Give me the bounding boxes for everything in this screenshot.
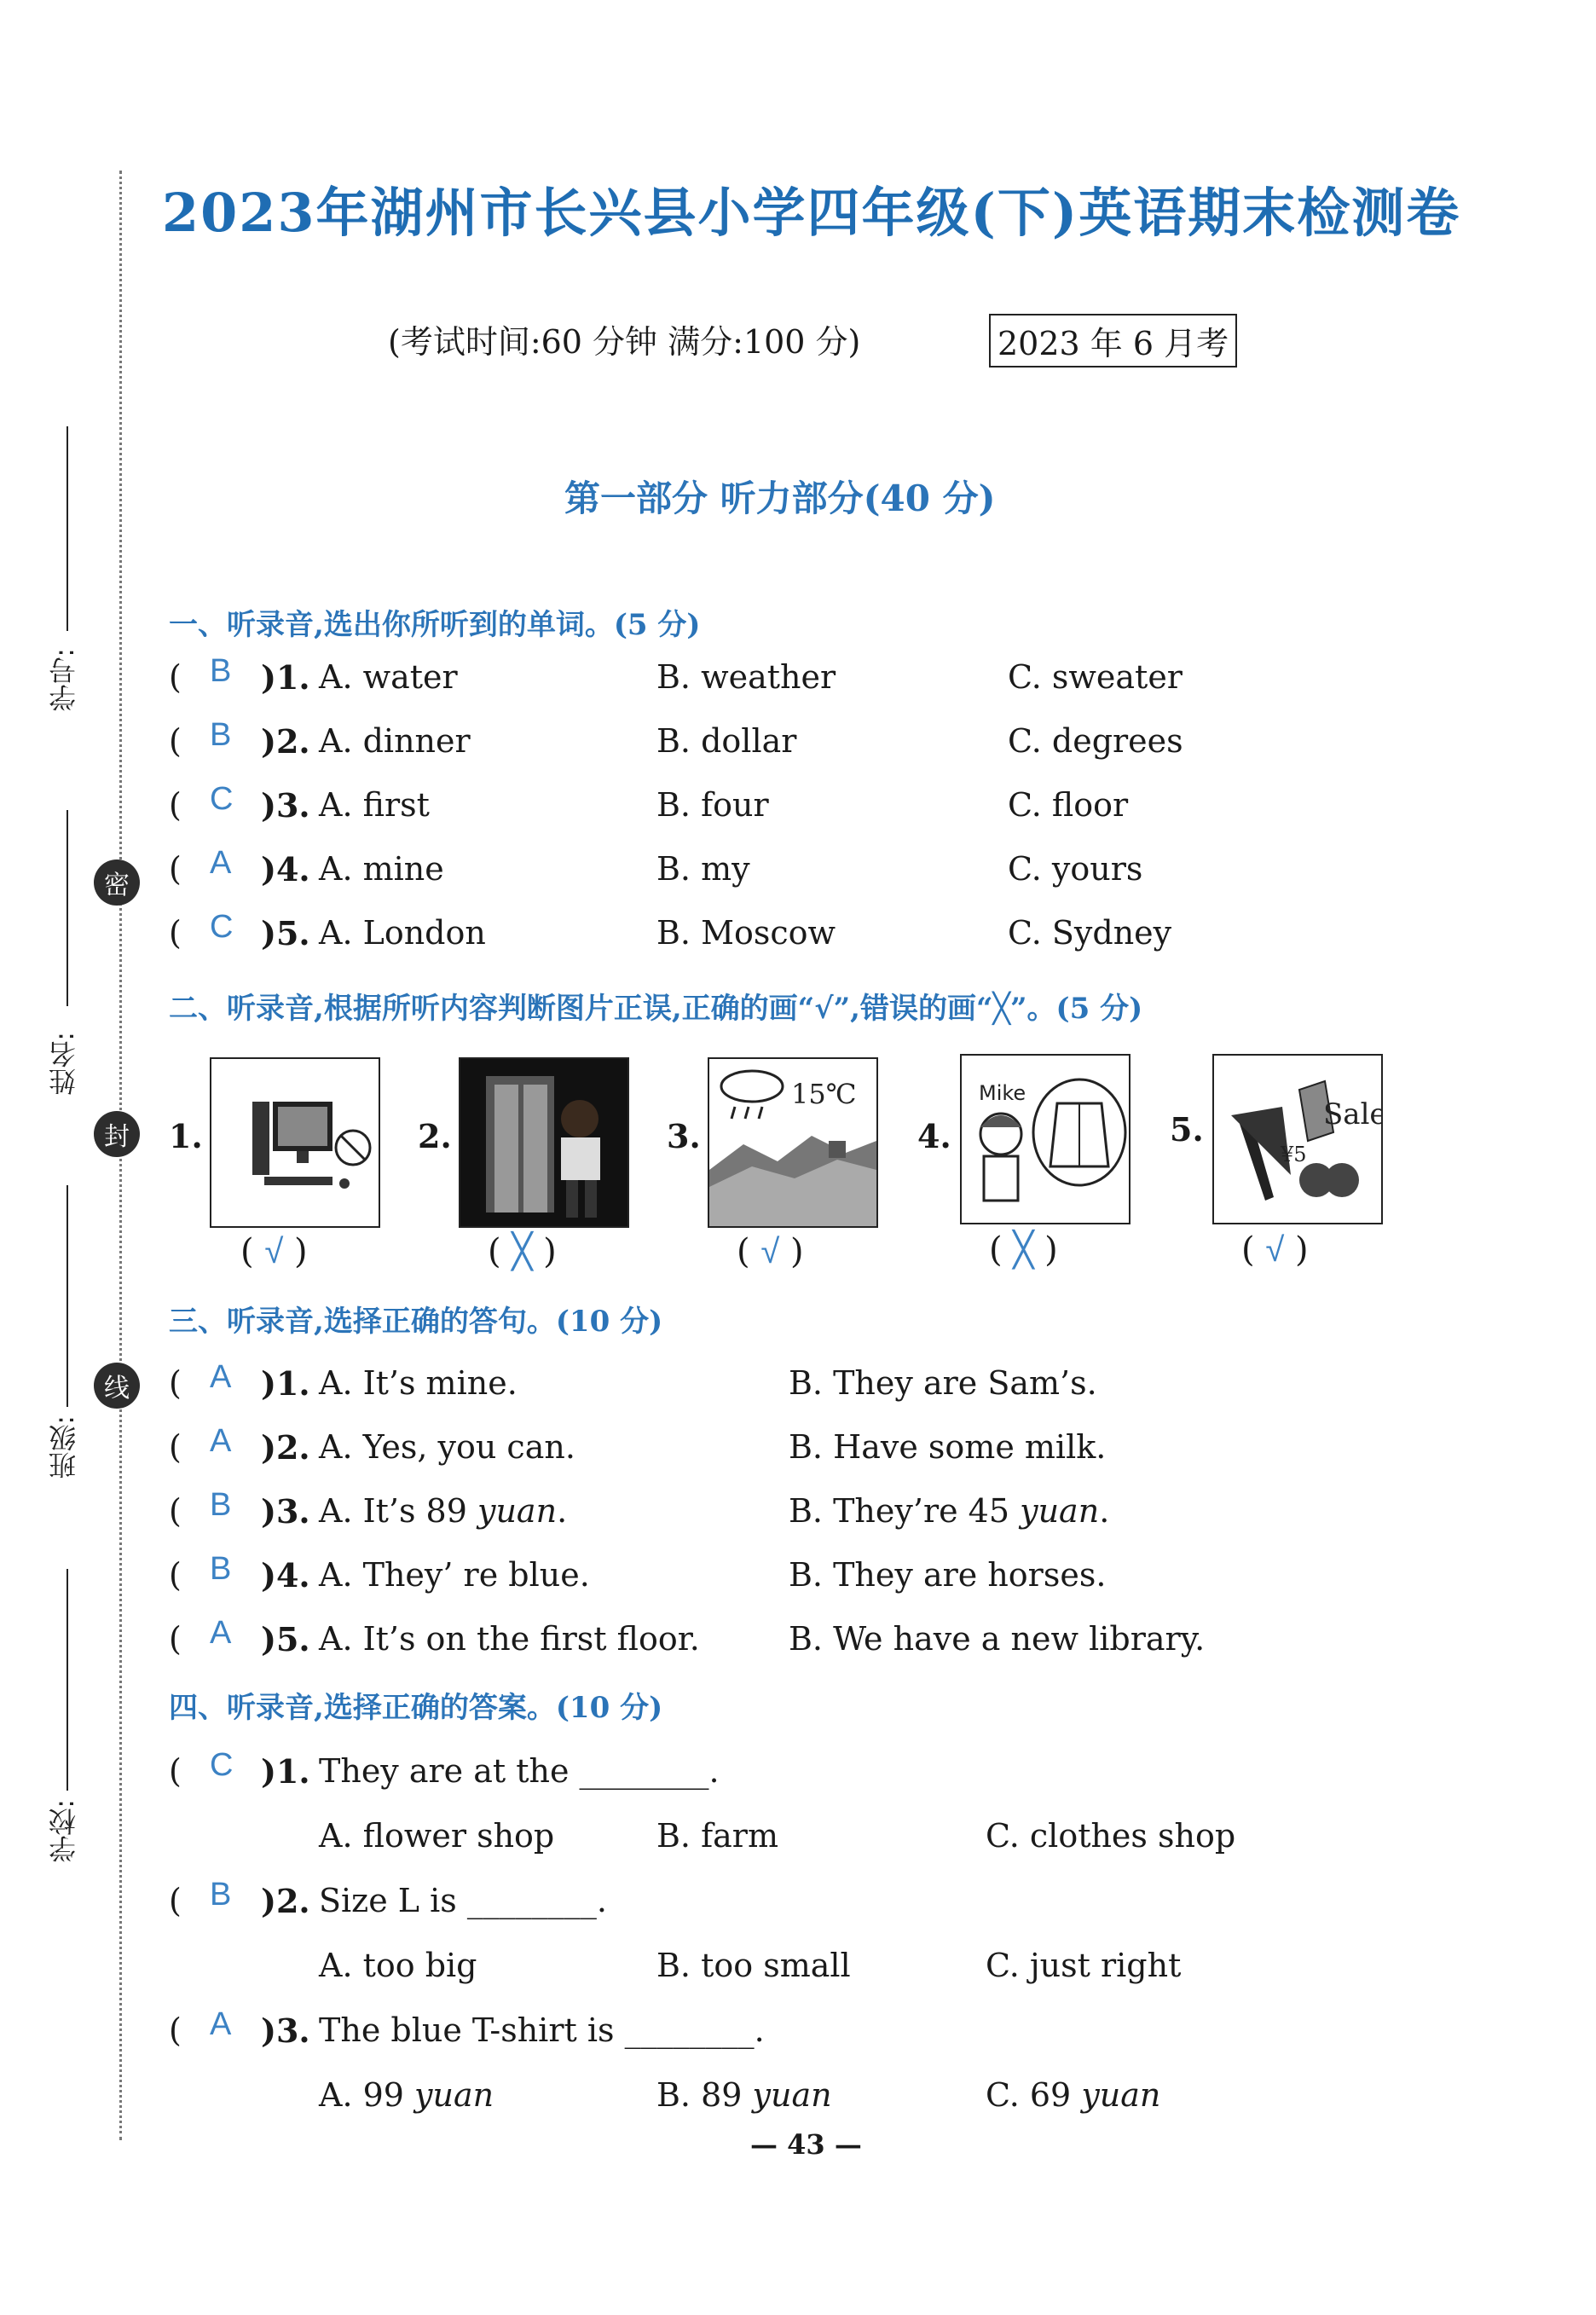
- seal-mi: 密: [94, 859, 140, 906]
- option-b: B. weather: [656, 658, 836, 696]
- option-a: A. first: [319, 786, 430, 824]
- mike-shirt-icon: [962, 1056, 1129, 1223]
- option-b: B. dollar: [656, 722, 797, 760]
- paren-open: (: [169, 1620, 182, 1658]
- option-a-end: .: [557, 1492, 568, 1530]
- paren-open: (: [169, 1556, 182, 1594]
- picture-1: [210, 1057, 380, 1228]
- computer-icon: [211, 1059, 379, 1226]
- option-c-text: C. just right: [986, 1947, 1182, 1984]
- rain-great-wall-icon: [709, 1059, 876, 1226]
- paren-open: (: [169, 914, 182, 952]
- student-id-line: [66, 426, 68, 631]
- answer-letter: A: [210, 845, 232, 881]
- pic-answer-4: ( ╳ ): [989, 1230, 1058, 1270]
- question-number: )5.: [261, 1620, 310, 1658]
- option-c: [986, 1947, 1181, 1984]
- option-a-text: A. too big: [319, 1947, 477, 1984]
- pic-number-2: 2.: [418, 1117, 452, 1155]
- question-number: )1.: [261, 1752, 310, 1791]
- section-4-heading: 四、听录音,选择正确的答案。(10 分): [169, 1691, 663, 1725]
- option-b: B. four: [656, 786, 769, 824]
- answer-letter: B: [210, 1877, 232, 1913]
- answer-letter: A: [210, 1423, 232, 1459]
- answer-letter: B: [210, 653, 232, 689]
- paren-open: (: [169, 1882, 182, 1919]
- pic-number-5: 5.: [1170, 1110, 1204, 1149]
- option-a: A. London: [319, 914, 486, 952]
- mike-label: Mike: [979, 1081, 1026, 1105]
- paren-open: (: [169, 850, 182, 888]
- price-label: ¥5: [1281, 1143, 1307, 1166]
- paren-open: (: [169, 658, 182, 696]
- option-b-unit: yuan: [752, 2076, 832, 2114]
- answer-letter: B: [210, 1487, 232, 1523]
- paren-open: (: [169, 722, 182, 760]
- option-a: [319, 1947, 477, 1984]
- section-3-heading: 三、听录音,选择正确的答句。(10 分): [169, 1305, 663, 1339]
- option-b: [656, 1817, 778, 1855]
- option-b: [656, 1947, 851, 1984]
- option-c: C. yours: [1008, 850, 1143, 888]
- question-text: They are at the ________.: [319, 1752, 720, 1790]
- option-a: A. dinner: [319, 722, 471, 760]
- question-number: )3.: [261, 1492, 310, 1531]
- option-a-unit: yuan: [477, 1492, 558, 1530]
- option-b-text: B. Have some milk.: [789, 1428, 1107, 1466]
- question-number: )3.: [261, 2011, 310, 2050]
- option-a: A. mine: [319, 850, 444, 888]
- pic-answer-2-mark: ╳: [512, 1233, 533, 1270]
- option-a: [319, 1620, 700, 1658]
- answer-letter: B: [210, 717, 232, 753]
- question-number: )4.: [261, 850, 310, 888]
- option-b-text: B. We have a new library.: [789, 1620, 1206, 1658]
- option-b: [789, 1556, 1106, 1594]
- student-id-label: 学号:: [48, 648, 80, 712]
- option-c: C. degrees: [1008, 722, 1183, 760]
- option-a-text: A. flower shop: [319, 1817, 555, 1855]
- school-line: [66, 1569, 68, 1791]
- option-a: [319, 1428, 575, 1466]
- paren-open: (: [169, 1428, 182, 1466]
- picture-4: [960, 1054, 1130, 1224]
- class-line: [66, 1185, 68, 1407]
- option-b-text: B. They are Sam’s.: [789, 1364, 1097, 1402]
- option-a-text: A. 99: [319, 2076, 415, 2114]
- option-a-text: A. Yes, you can.: [319, 1428, 575, 1466]
- picture-5: [1212, 1054, 1383, 1224]
- option-a: [319, 1817, 554, 1855]
- answer-letter: B: [210, 1551, 232, 1587]
- option-b: [789, 1364, 1097, 1402]
- pic-answer-2: ( ╳ ): [488, 1232, 557, 1271]
- option-a-text: A. It’s mine.: [319, 1364, 518, 1402]
- option-b: B. my: [656, 850, 750, 888]
- paren-open: (: [169, 1364, 182, 1402]
- pic-answer-4-mark: ╳: [1013, 1231, 1034, 1269]
- option-a: [319, 1492, 567, 1530]
- answer-letter: A: [210, 1359, 232, 1395]
- sale-items-icon: [1214, 1056, 1381, 1223]
- section-2-heading: 二、听录音,根据所听内容判断图片正误,正确的画“√”,错误的画“╳”。(5 分): [169, 992, 1143, 1026]
- question-number: )1.: [261, 658, 310, 697]
- temperature-label: 15℃: [791, 1078, 857, 1110]
- pic-answer-5: ( √ ): [1241, 1230, 1309, 1270]
- option-a-text: A. It’s on the first floor.: [319, 1620, 700, 1658]
- pic-answer-3-mark: √: [760, 1233, 780, 1270]
- school-label: 学校:: [48, 1799, 80, 1863]
- part-title: 第一部分 听力部分(40 分): [564, 477, 996, 519]
- seal-feng: 封: [94, 1111, 140, 1157]
- question-number: )3.: [261, 786, 310, 825]
- boy-pants-icon: [460, 1059, 627, 1226]
- option-b: [789, 1428, 1106, 1466]
- pic-number-3: 3.: [667, 1117, 701, 1155]
- answer-letter: A: [210, 2006, 232, 2042]
- answer-letter: C: [210, 1747, 234, 1783]
- name-label: 姓名:: [48, 1032, 80, 1096]
- paren-open: (: [169, 786, 182, 824]
- pic-answer-5-mark: √: [1265, 1231, 1285, 1269]
- option-b: [789, 1492, 1109, 1530]
- question-text: Size L is ________.: [319, 1882, 607, 1919]
- option-b-unit: yuan: [1020, 1492, 1100, 1530]
- option-c: [986, 1817, 1235, 1855]
- question-number: )2.: [261, 1428, 310, 1467]
- pic-answer-1-mark: √: [264, 1233, 284, 1270]
- pic-number-4: 4.: [917, 1117, 951, 1155]
- option-c: [986, 2076, 1160, 2114]
- picture-2: [459, 1057, 629, 1228]
- question-number: )4.: [261, 1556, 310, 1594]
- answer-letter: A: [210, 1615, 232, 1651]
- option-b-end: .: [1099, 1492, 1110, 1530]
- name-line: [66, 810, 68, 1006]
- option-b-text: B. farm: [656, 1817, 779, 1855]
- option-a: A. water: [319, 658, 458, 696]
- option-b-text: B. 89: [656, 2076, 753, 2114]
- option-c-text: C. 69: [986, 2076, 1082, 2114]
- paren-open: (: [169, 2011, 182, 2049]
- option-c: C. Sydney: [1008, 914, 1172, 952]
- pic-answer-1: ( √ ): [240, 1232, 308, 1271]
- option-b-text: B. They are horses.: [789, 1556, 1107, 1594]
- question-number: )2.: [261, 1882, 310, 1920]
- section-1-heading: 一、听录音,选出你所听到的单词。(5 分): [169, 608, 701, 642]
- question-text: The blue T-shirt is ________.: [319, 2011, 765, 2049]
- exam-date-box: 2023 年 6 月考: [989, 314, 1237, 368]
- option-c: C. floor: [1008, 786, 1129, 824]
- page-title: 2023年湖州市长兴县小学四年级(下)英语期末检测卷: [162, 182, 1461, 244]
- pic-number-1: 1.: [169, 1117, 203, 1155]
- option-a: [319, 1364, 518, 1402]
- option-b-text: B. They’re 45: [789, 1492, 1021, 1530]
- answer-letter: C: [210, 781, 234, 817]
- paren-open: (: [169, 1492, 182, 1530]
- paren-open: (: [169, 1752, 182, 1790]
- option-a: [319, 2076, 494, 2114]
- option-b: B. Moscow: [656, 914, 836, 952]
- class-label: 班级:: [48, 1415, 80, 1479]
- option-c-text: C. clothes shop: [986, 1817, 1236, 1855]
- question-number: )5.: [261, 914, 310, 952]
- seal-xian: 线: [94, 1363, 140, 1409]
- answer-letter: C: [210, 909, 234, 945]
- option-a-text: A. It’s 89: [319, 1492, 477, 1530]
- question-number: )2.: [261, 722, 310, 761]
- sale-label: Sale: [1323, 1097, 1381, 1131]
- option-b-text: B. too small: [656, 1947, 851, 1984]
- option-a-text: A. They’ re blue.: [319, 1556, 590, 1594]
- picture-3: [708, 1057, 878, 1228]
- option-b: [656, 2076, 832, 2114]
- option-c: C. sweater: [1008, 658, 1183, 696]
- option-a: [319, 1556, 590, 1594]
- option-c-unit: yuan: [1081, 2076, 1161, 2114]
- option-a-unit: yuan: [414, 2076, 494, 2114]
- exam-meta: (考试时间:60 分钟 满分:100 分): [388, 323, 861, 361]
- question-number: )1.: [261, 1364, 310, 1403]
- page-number: — 43 —: [750, 2128, 862, 2161]
- pic-answer-3: ( √ ): [737, 1232, 804, 1271]
- option-b: [789, 1620, 1205, 1658]
